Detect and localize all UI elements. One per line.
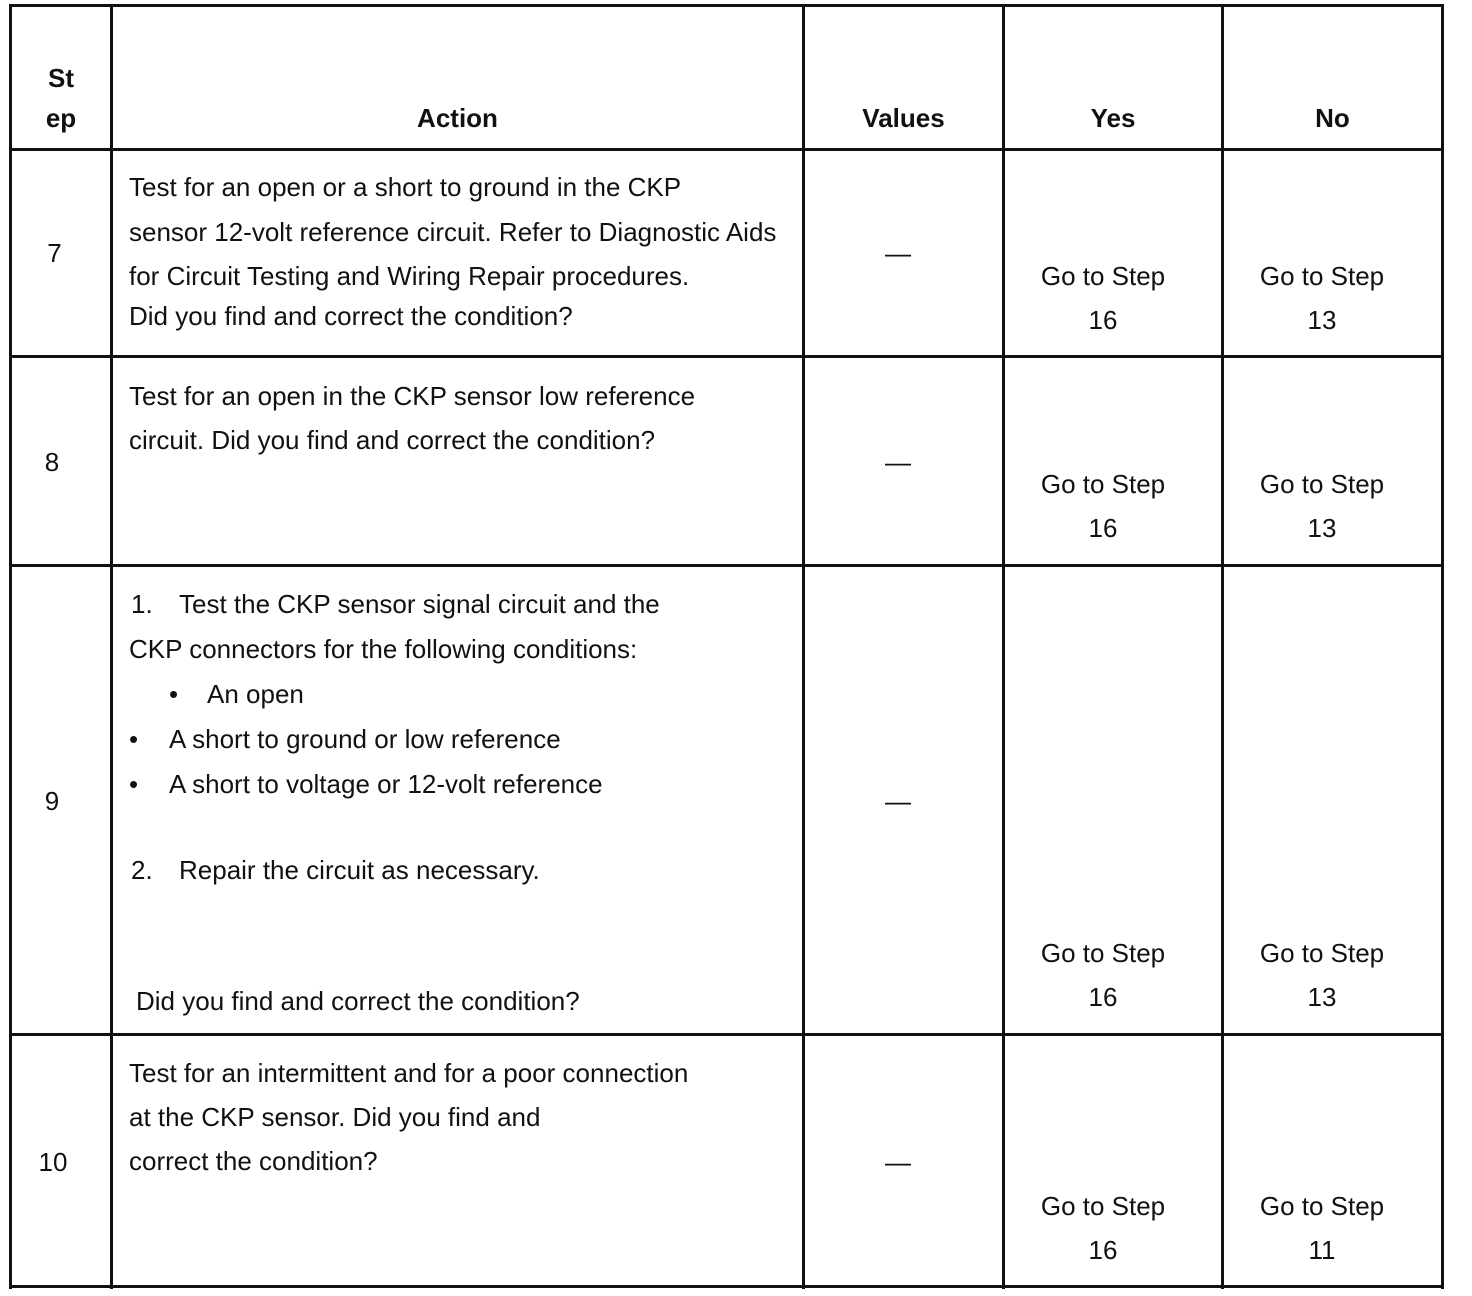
grid-line <box>9 4 12 1289</box>
grid-line <box>9 564 1444 567</box>
step-number: 8 <box>44 447 60 477</box>
goto-step: 16 <box>1088 982 1118 1012</box>
values-dash: — <box>885 238 911 268</box>
bullet-icon: • <box>129 769 139 799</box>
action-text <box>129 582 799 1024</box>
goto-step: 13 <box>1307 513 1337 543</box>
header-no: No <box>1315 103 1350 133</box>
bullet-item <box>129 717 799 762</box>
yes-goto <box>993 462 1213 550</box>
item-number: 2. <box>131 855 153 885</box>
goto-step: 13 <box>1307 982 1337 1012</box>
action-line: Test for an open in the CKP sensor low reference <box>129 381 696 411</box>
yes-goto <box>993 254 1213 342</box>
goto-label: Go to Step <box>1040 938 1166 968</box>
bullet-icon: • <box>129 724 139 754</box>
action-line: Test for an intermittent and for a poor connection <box>129 1058 689 1088</box>
goto-label: Go to Step <box>1259 469 1385 499</box>
goto-step: 11 <box>1308 1235 1336 1265</box>
action-item-2 <box>129 848 799 893</box>
header-values: Values <box>862 103 945 133</box>
step-number: 10 <box>38 1147 68 1177</box>
bullet-icon: • <box>169 679 179 709</box>
no-goto <box>1212 254 1432 342</box>
action-text <box>129 165 809 335</box>
bullet-text: A short to voltage or 12-volt reference <box>169 769 603 799</box>
bullet-item <box>129 672 799 717</box>
action-line: for Circuit Testing and Wiring Repair procedures. <box>129 261 690 291</box>
goto-label: Go to Step <box>1259 938 1385 968</box>
grid-line <box>9 148 1444 151</box>
goto-label: Go to Step <box>1259 261 1385 291</box>
grid-line <box>9 1033 1444 1036</box>
item-number: 1. <box>131 589 153 619</box>
goto-step: 16 <box>1088 513 1118 543</box>
grid-line <box>1002 4 1005 1289</box>
header-yes: Yes <box>1090 103 1136 133</box>
action-item-1 <box>129 582 799 627</box>
goto-label: Go to Step <box>1040 1191 1166 1221</box>
grid-line <box>1221 4 1224 1289</box>
yes-goto <box>993 1184 1213 1272</box>
action-line: sensor 12-volt reference circuit. Refer to Diagnostic Aids <box>129 217 777 247</box>
action-line: Test for an open or a short to ground in the CKP <box>129 172 682 202</box>
action-line: CKP connectors for the following conditions: <box>129 634 638 664</box>
header-step <box>12 58 110 138</box>
goto-step: 16 <box>1088 305 1118 335</box>
bullet-text: A short to ground or low reference <box>169 724 561 754</box>
header-step-line1: St <box>48 63 74 93</box>
goto-step: 16 <box>1088 1235 1118 1265</box>
grid-line <box>9 1285 1444 1288</box>
header-step-line2: ep <box>45 103 77 133</box>
action-question: Did you find and correct the condition? <box>136 986 580 1016</box>
no-goto <box>1212 1184 1432 1272</box>
bullet-item <box>129 762 799 807</box>
action-line: correct the condition? <box>129 1146 378 1176</box>
grid-line <box>110 4 113 1289</box>
action-text <box>129 1051 799 1183</box>
item-text: Test the CKP sensor signal circuit and the <box>179 589 660 619</box>
action-line: Did you find and correct the condition? <box>129 301 573 331</box>
goto-step: 13 <box>1307 305 1337 335</box>
no-goto <box>1212 462 1432 550</box>
no-goto <box>1212 931 1432 1019</box>
item-text: Repair the circuit as necessary. <box>179 855 540 885</box>
grid-line <box>9 355 1444 358</box>
grid-line <box>1441 4 1444 1289</box>
action-text <box>129 374 799 462</box>
goto-label: Go to Step <box>1040 261 1166 291</box>
step-number: 7 <box>47 238 62 268</box>
action-line: circuit. Did you find and correct the condition? <box>129 425 656 455</box>
action-line: at the CKP sensor. Did you find and <box>129 1102 541 1132</box>
bullet-text: An open <box>207 679 304 709</box>
grid-line <box>9 4 1444 7</box>
step-number: 9 <box>44 786 60 816</box>
goto-label: Go to Step <box>1259 1191 1385 1221</box>
values-dash: — <box>885 786 911 816</box>
values-dash: — <box>885 447 911 477</box>
yes-goto <box>993 931 1213 1019</box>
goto-label: Go to Step <box>1040 469 1166 499</box>
values-dash: — <box>885 1147 911 1177</box>
header-action: Action <box>417 103 498 133</box>
